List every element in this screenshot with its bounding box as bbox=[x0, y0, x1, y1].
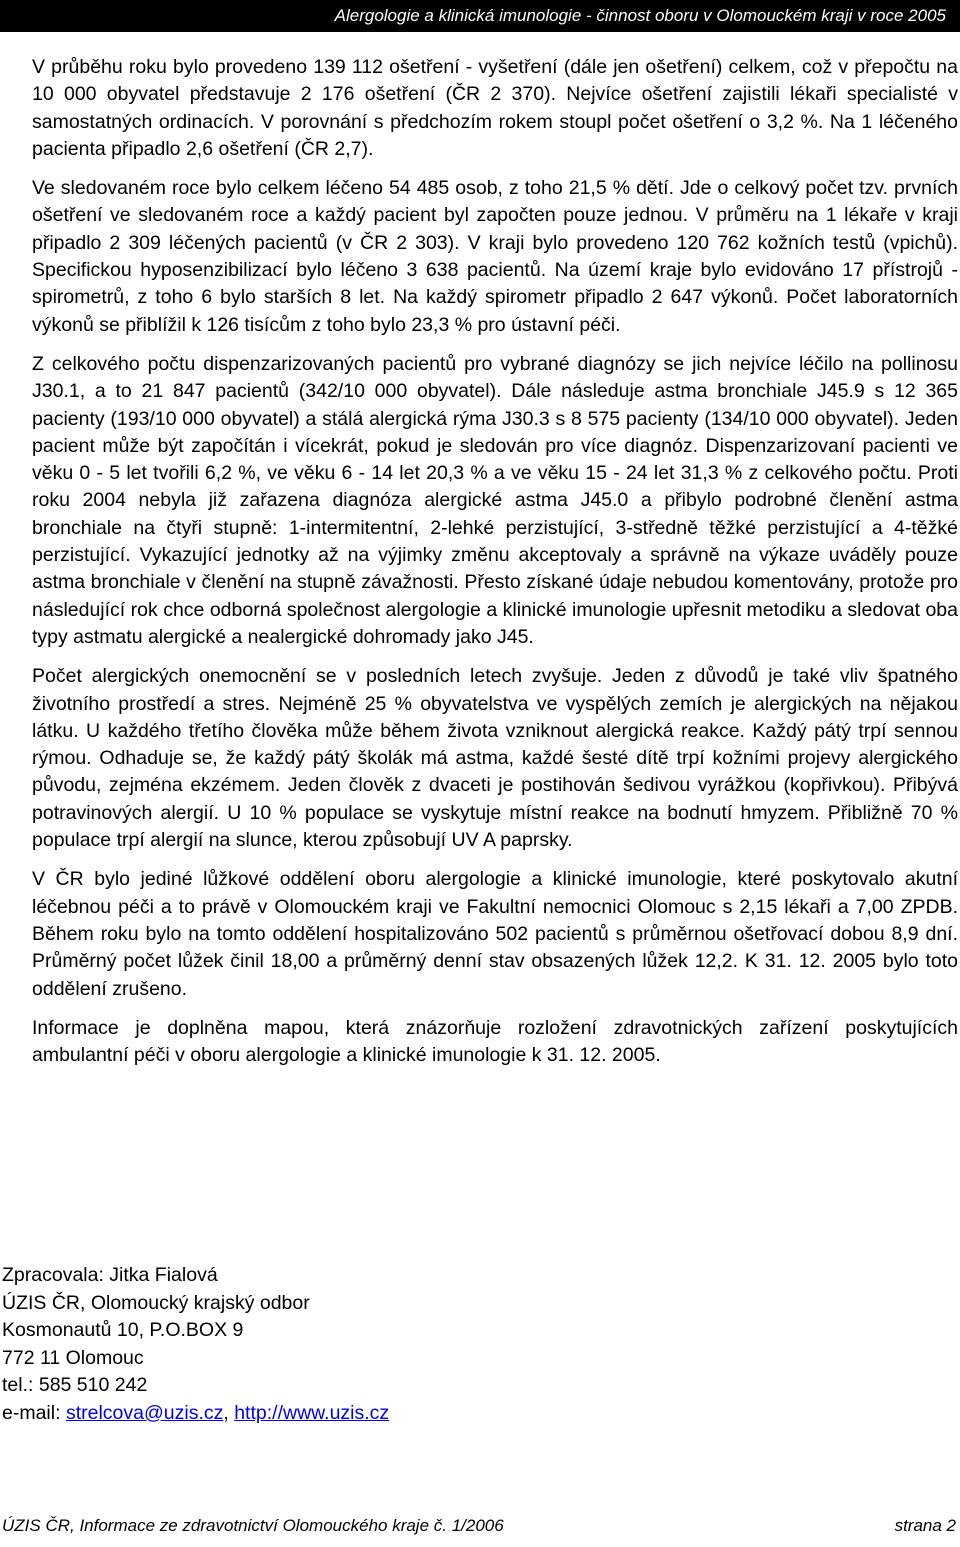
footer-publication: ÚZIS ČR, Informace ze zdravotnictví Olomouckého kraje č. 1/2006 bbox=[2, 1516, 504, 1535]
paragraph-dispensary: Z celkového počtu dispenzarizovaných pacientů pro vybrané diagnózy se jich nejvíce léčilo na pollinosu J30.1, a to 21 847 pacientů (342/10 000 obyvatel). Dále následuje astma bronchiale J45.9 s 12 365 pacienty (193/10 000 obyvatel) a stálá alergická rýma J30.3 s 8 575 pacienty (134/10 000 obyvatel). Jeden pacient může být započítán i vícekrát, pokud je sledován pro více diagnóz. Dispenzarizovaní pacienti ve věku 0 - 5 let tvořili 6,2 %, ve věku 6 - 14 let 20,3 % a ve věku 15 - 24 let 31,3 % z celkového počtu. Proti roku 2004 nebyla již zařazena diagnóza alergické astma J45.0 a přibylo podrobné členění astma bronchiale na čtyři stupně: 1-intermitentní, 2-lehké perzistující, 3-středně těžké perzistující a 4-těžké perzistující. Vykazující jednotky až na výjimky změnu akceptovaly a správně na výkaze uváděly pouze astma bronchiale v členění na stupně závažnosti. Přesto získané údaje nebudou komentovány, protože pro následující rok chce odborná společnost alergologie a klinické imunologie upřesnit metodiku a sledovat oba typy astmatu alergické a nealergické dohromady jako J45. bbox=[32, 352, 958, 648]
contact-block bbox=[2, 1262, 389, 1428]
paragraph-allergy-trends: Počet alergických onemocnění se v posledních letech zvyšuje. Jeden z důvodů je také vliv špatného životního prostředí a stres. Nejméně 25 % obyvatelstva ve vyspělých zemích je alergických na nějakou látku. U každého třetího člověka může během života vzniknout alergická reakce. Každý pátý trpí sennou rýmou. Odhaduje se, že každý pátý školák má astma, každé šesté dítě trpí kožními projevy alergického původu, zejména ekzémem. Jeden člověk z dvaceti je postihován šedivou vyrážkou (kopřivkou). Přibývá potravinových alergií. U 10 % populace se vyskytuje místní reakce na bodnutí hmyzem. Přibližně 70 % populace trpí alergií na slunce, kterou způsobují UV A paprsky. bbox=[32, 665, 958, 852]
paragraph-map-note: Informace je doplněna mapou, která znázorňuje rozložení zdravotnických zařízení poskytujících ambulantní péči v oboru alergologie a klinické imunologie k 31. 12. 2005. bbox=[32, 1016, 958, 1067]
paragraph-treatments: V průběhu roku bylo provedeno 139 112 ošetření - vyšetření (dále jen ošetření) celkem, což v přepočtu na 10 000 obyvatel představuje 2 176 ošetření (ČR 2 370). Nejvíce ošetření zajistili lékaři specialisté v samostatných ordinacích. V porovnání s předchozím rokem stoupl počet ošetření o 3,2 %. Na 1 léčeného pacienta připadlo 2,6 ošetření (ČR 2,7). bbox=[32, 56, 958, 160]
contact-phone: tel.: 585 510 242 bbox=[2, 1374, 148, 1397]
paragraph-inpatient: V ČR bylo jediné lůžkové oddělení oboru alergologie a klinické imunologie, které poskytovalo akutní léčebnou péči a to právě v Olomouckém kraji ve Fakultní nemocnici Olomouc s 2,15 lékaři a 7,00 ZPDB. Během roku bylo na tomto oddělení hospitalizováno 502 pacientů s průměrnou ošetřovací dobou 8,9 dní. Průměrný počet lůžek činil 18,00 a průměrný denní stav obsazených lůžek 12,2. K 31. 12. 2005 bylo toto oddělení zrušeno. bbox=[32, 868, 958, 1000]
paragraph-patients: Ve sledovaném roce bylo celkem léčeno 54 485 osob, z toho 21,5 % dětí. Jde o celkový počet tzv. prvních ošetření ve sledovaném roce a každý pacient byl započten pouze jednou. V průměru na 1 lékaře v kraji připadlo 2 309 léčených pacientů (v ČR 2 303). V kraji bylo provedeno 120 762 kožních testů (vpichů). Specifickou hyposenzibilizací bylo léčeno 3 638 pacientů. Na území kraje bylo evidováno 17 přístrojů - spirometrů, z toho 6 bylo starších 8 let. Na každý spirometr připadlo 2 647 výkonů. Počet laboratorních výkonů se přiblížil k 126 tisícům z toho bylo 23,3 % pro ústavní péči. bbox=[32, 177, 958, 336]
contact-street: Kosmonautů 10, P.O.BOX 9 bbox=[2, 1319, 244, 1342]
contact-office: ÚZIS ČR, Olomoucký krajský odbor bbox=[2, 1291, 310, 1314]
contact-author: Zpracovala: Jitka Fialová bbox=[2, 1264, 218, 1286]
link-separator: , bbox=[223, 1401, 235, 1424]
document-body bbox=[32, 54, 958, 1081]
contact-city: 772 11 Olomouc bbox=[2, 1346, 144, 1369]
email-label: e-mail: bbox=[2, 1401, 66, 1424]
header-title: Alergologie a klinická imunologie - činnost oboru v Olomouckém kraji v roce 2005 bbox=[334, 6, 946, 25]
website-link[interactable]: http://www.uzis.cz bbox=[234, 1401, 390, 1424]
page-header bbox=[0, 0, 960, 32]
contact-links bbox=[2, 1400, 389, 1428]
email-link[interactable]: strelcova@uzis.cz bbox=[65, 1401, 224, 1424]
footer-page-number: strana 2 bbox=[894, 1516, 956, 1535]
